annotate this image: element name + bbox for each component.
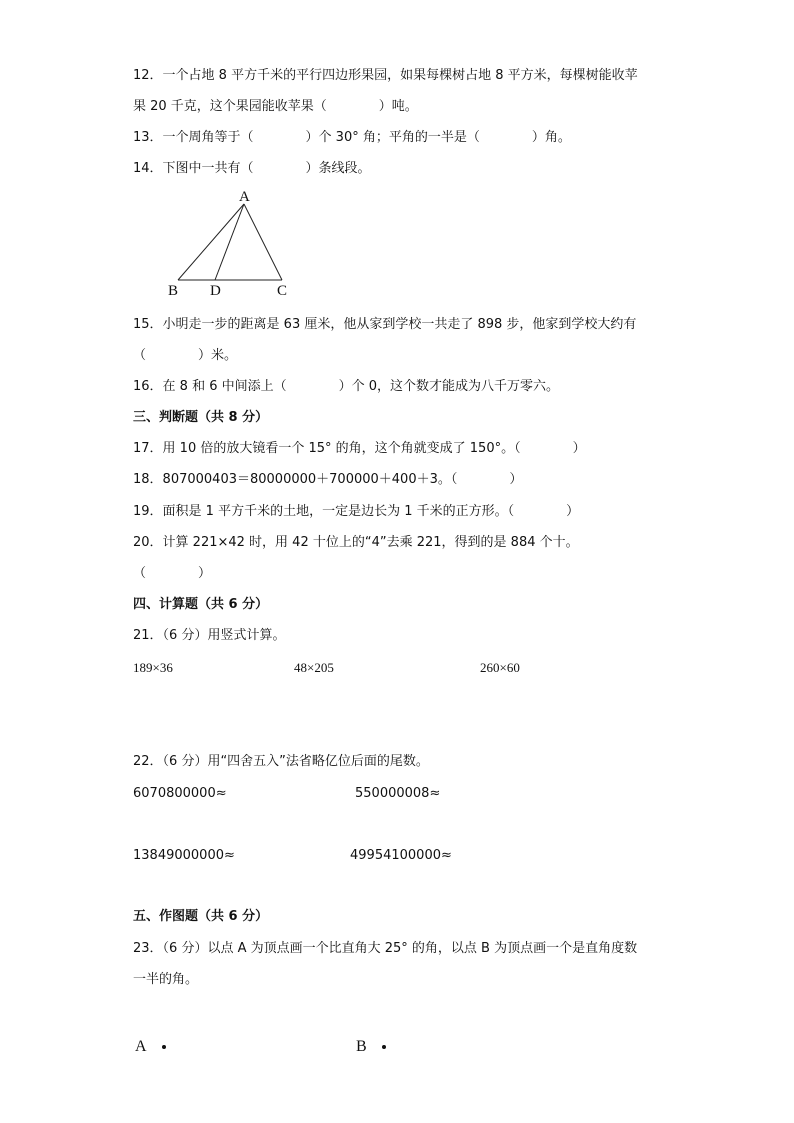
segment-ad [215,204,244,280]
section-4-heading: 四、计算题（共 6 分） [133,597,269,612]
label-d: D [210,283,221,299]
q21-item-1: 189×36 [133,660,173,675]
section-5-heading: 五、作图题（共 6 分） [133,909,269,924]
q23-line1: 23．（6 分）以点 A 为顶点画一个比直角大 25° 的角，以点 B 为顶点画一个是直角度数 [133,941,638,956]
q13: 13．一个周角等于（ ）个 30° 角；平角的一半是（ ）角。 [133,130,571,145]
q18: 18．807000403＝80000000＋700000＋400＋3。（ ） [133,472,523,487]
q19: 19．面积是 1 平方千米的土地，一定是边长为 1 千米的正方形。（ ） [133,504,580,519]
q22-item-4: 49954100000≈ [350,848,452,863]
section-3-heading: 三、判断题（共 8 分） [133,410,269,425]
label-b: B [168,283,179,299]
label-c: C [277,283,288,299]
q16: 16．在 8 和 6 中间添上（ ）个 0，这个数才能成为八千万零六。 [133,379,560,394]
q12-line2: 果 20 千克，这个果园能收苹果（ ）吨。 [133,99,418,114]
q15-line2: （ ）米。 [133,348,238,363]
segment-ab [178,204,244,280]
point-b-label: B [356,1038,367,1055]
q22-item-2: 550000008≈ [355,786,441,801]
q22-item-1: 6070800000≈ [133,786,227,801]
q23-line2: 一半的角。 [133,972,199,987]
q21-item-3: 260×60 [480,660,520,675]
q20-line1: 20．计算 221×42 时，用 42 十位上的“4”去乘 221，得到的是 884 个十。 [133,535,579,550]
q14: 14．下图中一共有（ ）条线段。 [133,161,371,176]
q21-title: 21．（6 分）用竖式计算。 [133,628,286,643]
segment-ac [244,204,282,280]
q22-item-3: 13849000000≈ [133,848,235,863]
q12-line1: 12．一个占地 8 平方千米的平行四边形果园，如果每棵树占地 8 平方米，每棵树能收苹 [133,68,638,83]
point-a-label: A [135,1038,147,1055]
q21-item-2: 48×205 [294,660,334,675]
label-a: A [239,189,250,205]
q20-line2: （ ） [133,566,212,581]
point-b-dot [382,1045,386,1049]
point-a-dot [162,1045,166,1049]
q22-title: 22．（6 分）用“四舍五入”法省略亿位后面的尾数。 [133,754,429,769]
q17: 17．用 10 倍的放大镜看一个 15° 的角，这个角就变成了 150°。（ ） [133,441,586,456]
q15-line1: 15．小明走一步的距离是 63 厘米，他从家到学校一共走了 898 步，他家到学校大约有 [133,317,637,332]
